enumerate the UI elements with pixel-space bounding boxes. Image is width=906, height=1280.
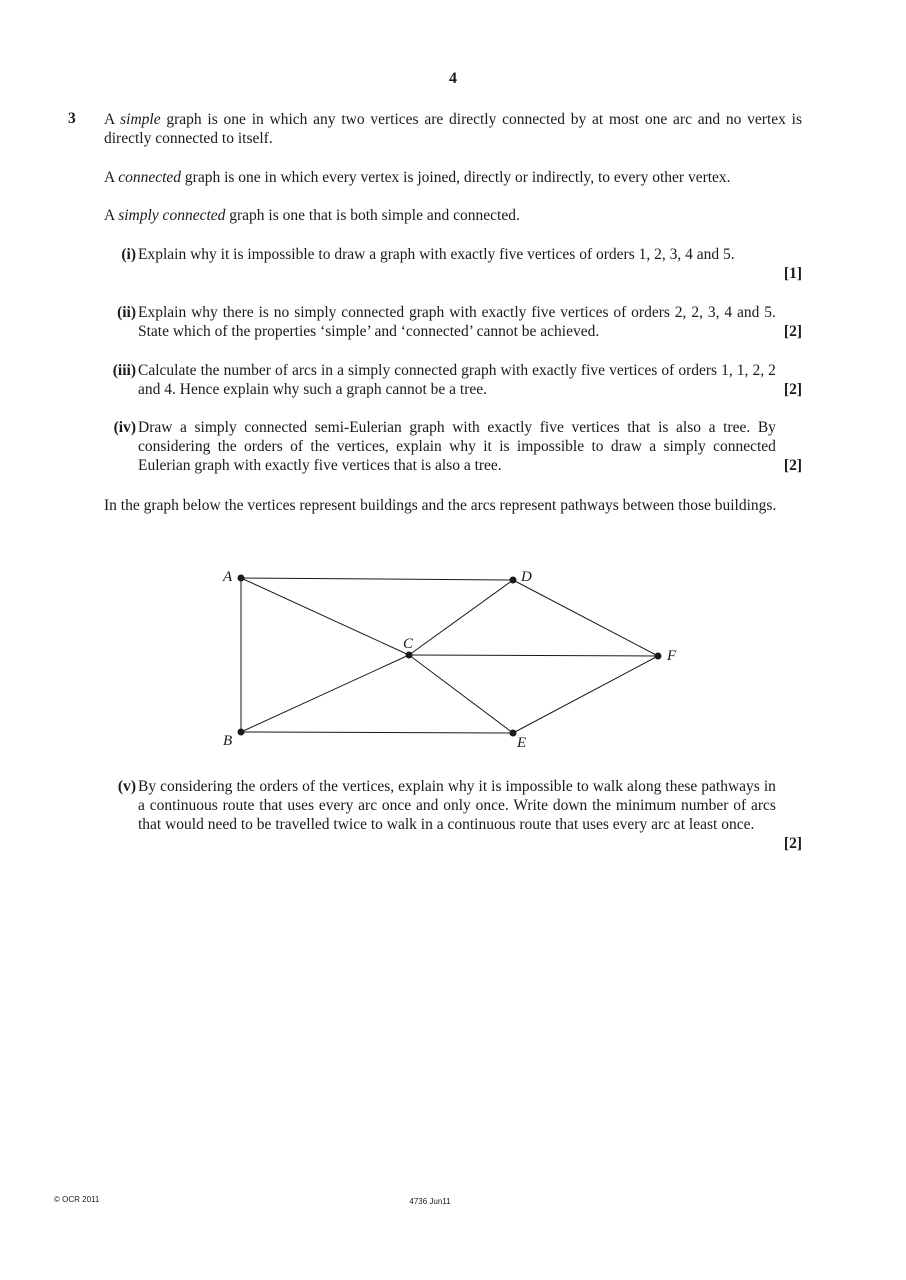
vertex-label-a: A <box>223 569 233 585</box>
term-simple: simple <box>120 111 161 128</box>
edge-ac <box>241 578 409 655</box>
edge-ad <box>241 578 513 580</box>
edge-be <box>241 732 513 733</box>
part-label: (ii) <box>117 304 136 321</box>
definition-simple: A simple graph is one in which any two vertices are directly connected by at most one arc and no vertex is directly connected to itself. <box>104 111 803 147</box>
part-marks: [2] <box>783 381 802 398</box>
vertex-d <box>510 577 517 584</box>
part-label: (i) <box>121 246 136 263</box>
edge-ce <box>409 655 513 733</box>
vertex-label-d: D <box>521 569 532 585</box>
edge-ef <box>513 656 658 733</box>
part-text: Draw a simply connected semi-Eulerian graph with exactly five vertices that is also a tree. By considering the orders of the vertices, explain why it is impossible to draw a simply connected Eulerian graph with exactly five vertices that is also a tree. <box>138 419 776 474</box>
vertex-a <box>238 575 245 582</box>
part-text: By considering the orders of the vertices, explain why it is impossible to walk along these pathways in a continuous route that uses every arc once and only once. Write down the minimum number of arcs that would need to be travelled twice to walk in a continuous route that uses every arc at least once. <box>138 778 776 833</box>
part-v <box>104 777 802 853</box>
definition-simply-connected: A simply connected graph is one that is both simple and connected. <box>104 207 520 224</box>
part-text: Calculate the number of arcs in a simply connected graph with exactly five vertices of orders 1, 1, 2, 2 and 4. Hence explain why such a graph cannot be a tree. <box>138 362 776 398</box>
edge-cd <box>409 580 513 655</box>
edge-bc <box>241 655 409 732</box>
vertex-label-b: B <box>223 733 233 749</box>
vertex-e <box>510 730 517 737</box>
vertex-label-c: C <box>403 636 414 652</box>
part-marks: [2] <box>783 457 802 474</box>
term-simply-connected: simply connected <box>118 207 226 224</box>
vertex-b <box>238 729 245 736</box>
definition-connected: A connected graph is one in which every vertex is joined, directly or indirectly, to every other vertex. <box>104 169 731 186</box>
part-label: (v) <box>117 778 136 795</box>
edge-cf <box>409 655 658 656</box>
graph-intro: In the graph below the vertices represent buildings and the arcs represent pathways between those buildings. <box>104 497 777 514</box>
edge-df <box>513 580 658 656</box>
question-number: 3 <box>68 110 76 127</box>
footer-code: 4736 Jun11 <box>409 1197 451 1206</box>
part-text: Explain why it is impossible to draw a graph with exactly five vertices of orders 1, 2, 3, 4 and 5. <box>138 246 735 263</box>
part-label: (iii) <box>112 362 136 379</box>
term-connected: connected <box>118 169 182 186</box>
vertex-f <box>655 653 662 660</box>
part-marks: [1] <box>783 265 802 282</box>
vertex-label-f: F <box>667 648 677 664</box>
page-number: 4 <box>449 70 457 87</box>
part-marks: [2] <box>783 323 802 340</box>
vertex-label-e: E <box>517 735 527 751</box>
footer-copyright: © OCR 2011 <box>54 1195 100 1204</box>
part-text: Explain why there is no simply connected graph with exactly five vertices of orders 2, 2, 3, 4 and 5. State which of the properties ‘simple’ and ‘connected’ cannot be achieved. <box>138 304 776 340</box>
vertex-c <box>406 652 413 659</box>
part-marks: [2] <box>783 835 802 852</box>
part-label: (iv) <box>113 419 136 436</box>
